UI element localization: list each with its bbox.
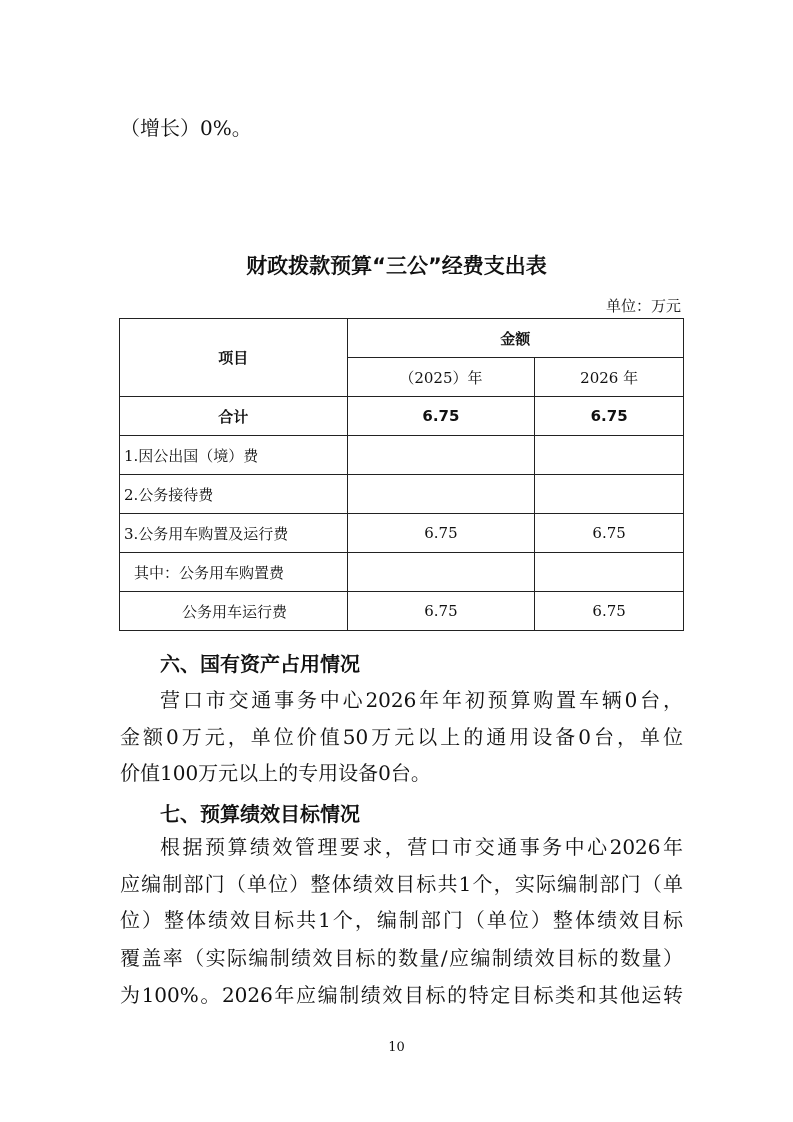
three-public-expenses-table: [119, 318, 684, 631]
header-amount: 金额: [347, 319, 683, 358]
top-text: （增长）0%。: [120, 116, 252, 140]
row-value-2025: [347, 436, 535, 475]
table-title: 财政拨款预算“三公”经费支出表: [246, 254, 547, 278]
header-2025: （2025）年: [347, 358, 535, 397]
paragraph-line: 价值100万元以上的专用设备0台。: [120, 761, 431, 785]
row-label: 其中：公务用车购置费: [120, 553, 348, 592]
row-value-2026: [535, 436, 684, 475]
paragraph-line: 位）整体绩效目标共1个，编制部门（单位）整体绩效目标: [120, 908, 683, 932]
row-label: 3.公务用车购置及运行费: [120, 514, 348, 553]
paragraph-line: 覆盖率（实际编制绩效目标的数量/应编制绩效目标的数量）: [120, 946, 683, 970]
paragraph-line: 应编制部门（单位）整体绩效目标共1个，实际编制部门（单: [120, 872, 683, 896]
table-row: [120, 592, 684, 631]
table-row: [120, 475, 684, 514]
paragraph-line: 营口市交通事务中心2026年年初预算购置车辆0台，: [160, 688, 683, 712]
row-value-2025: [347, 553, 535, 592]
row-value-2026: 6.75: [535, 397, 684, 436]
section7-heading: 七、预算绩效目标情况: [160, 802, 360, 826]
row-value-2025: 6.75: [347, 514, 535, 553]
header-2026: 2026 年: [535, 358, 684, 397]
section6-heading: 六、国有资产占用情况: [160, 652, 360, 676]
paragraph-line: 根据预算绩效管理要求，营口市交通事务中心2026年: [160, 835, 683, 859]
page-number: 10: [388, 1040, 405, 1055]
row-value-2026: 6.75: [535, 592, 684, 631]
table-row: [120, 436, 684, 475]
row-label: 公务用车运行费: [120, 592, 348, 631]
row-value-2026: [535, 553, 684, 592]
table-row: [120, 553, 684, 592]
row-value-2025: 6.75: [347, 397, 535, 436]
row-value-2025: 6.75: [347, 592, 535, 631]
row-label: 合计: [120, 397, 348, 436]
paragraph-line: 为100%。2026年应编制绩效目标的特定目标类和其他运转: [120, 983, 683, 1007]
row-label: 2.公务接待费: [120, 475, 348, 514]
table-row: [120, 397, 684, 436]
row-value-2025: [347, 475, 535, 514]
header-item: 项目: [120, 319, 348, 397]
paragraph-line: 金额0万元，单位价值50万元以上的通用设备0台，单位: [120, 725, 683, 749]
row-label: 1.因公出国（境）费: [120, 436, 348, 475]
table-row: [120, 514, 684, 553]
table-unit: 单位：万元: [605, 297, 681, 315]
row-value-2026: 6.75: [535, 514, 684, 553]
row-value-2026: [535, 475, 684, 514]
